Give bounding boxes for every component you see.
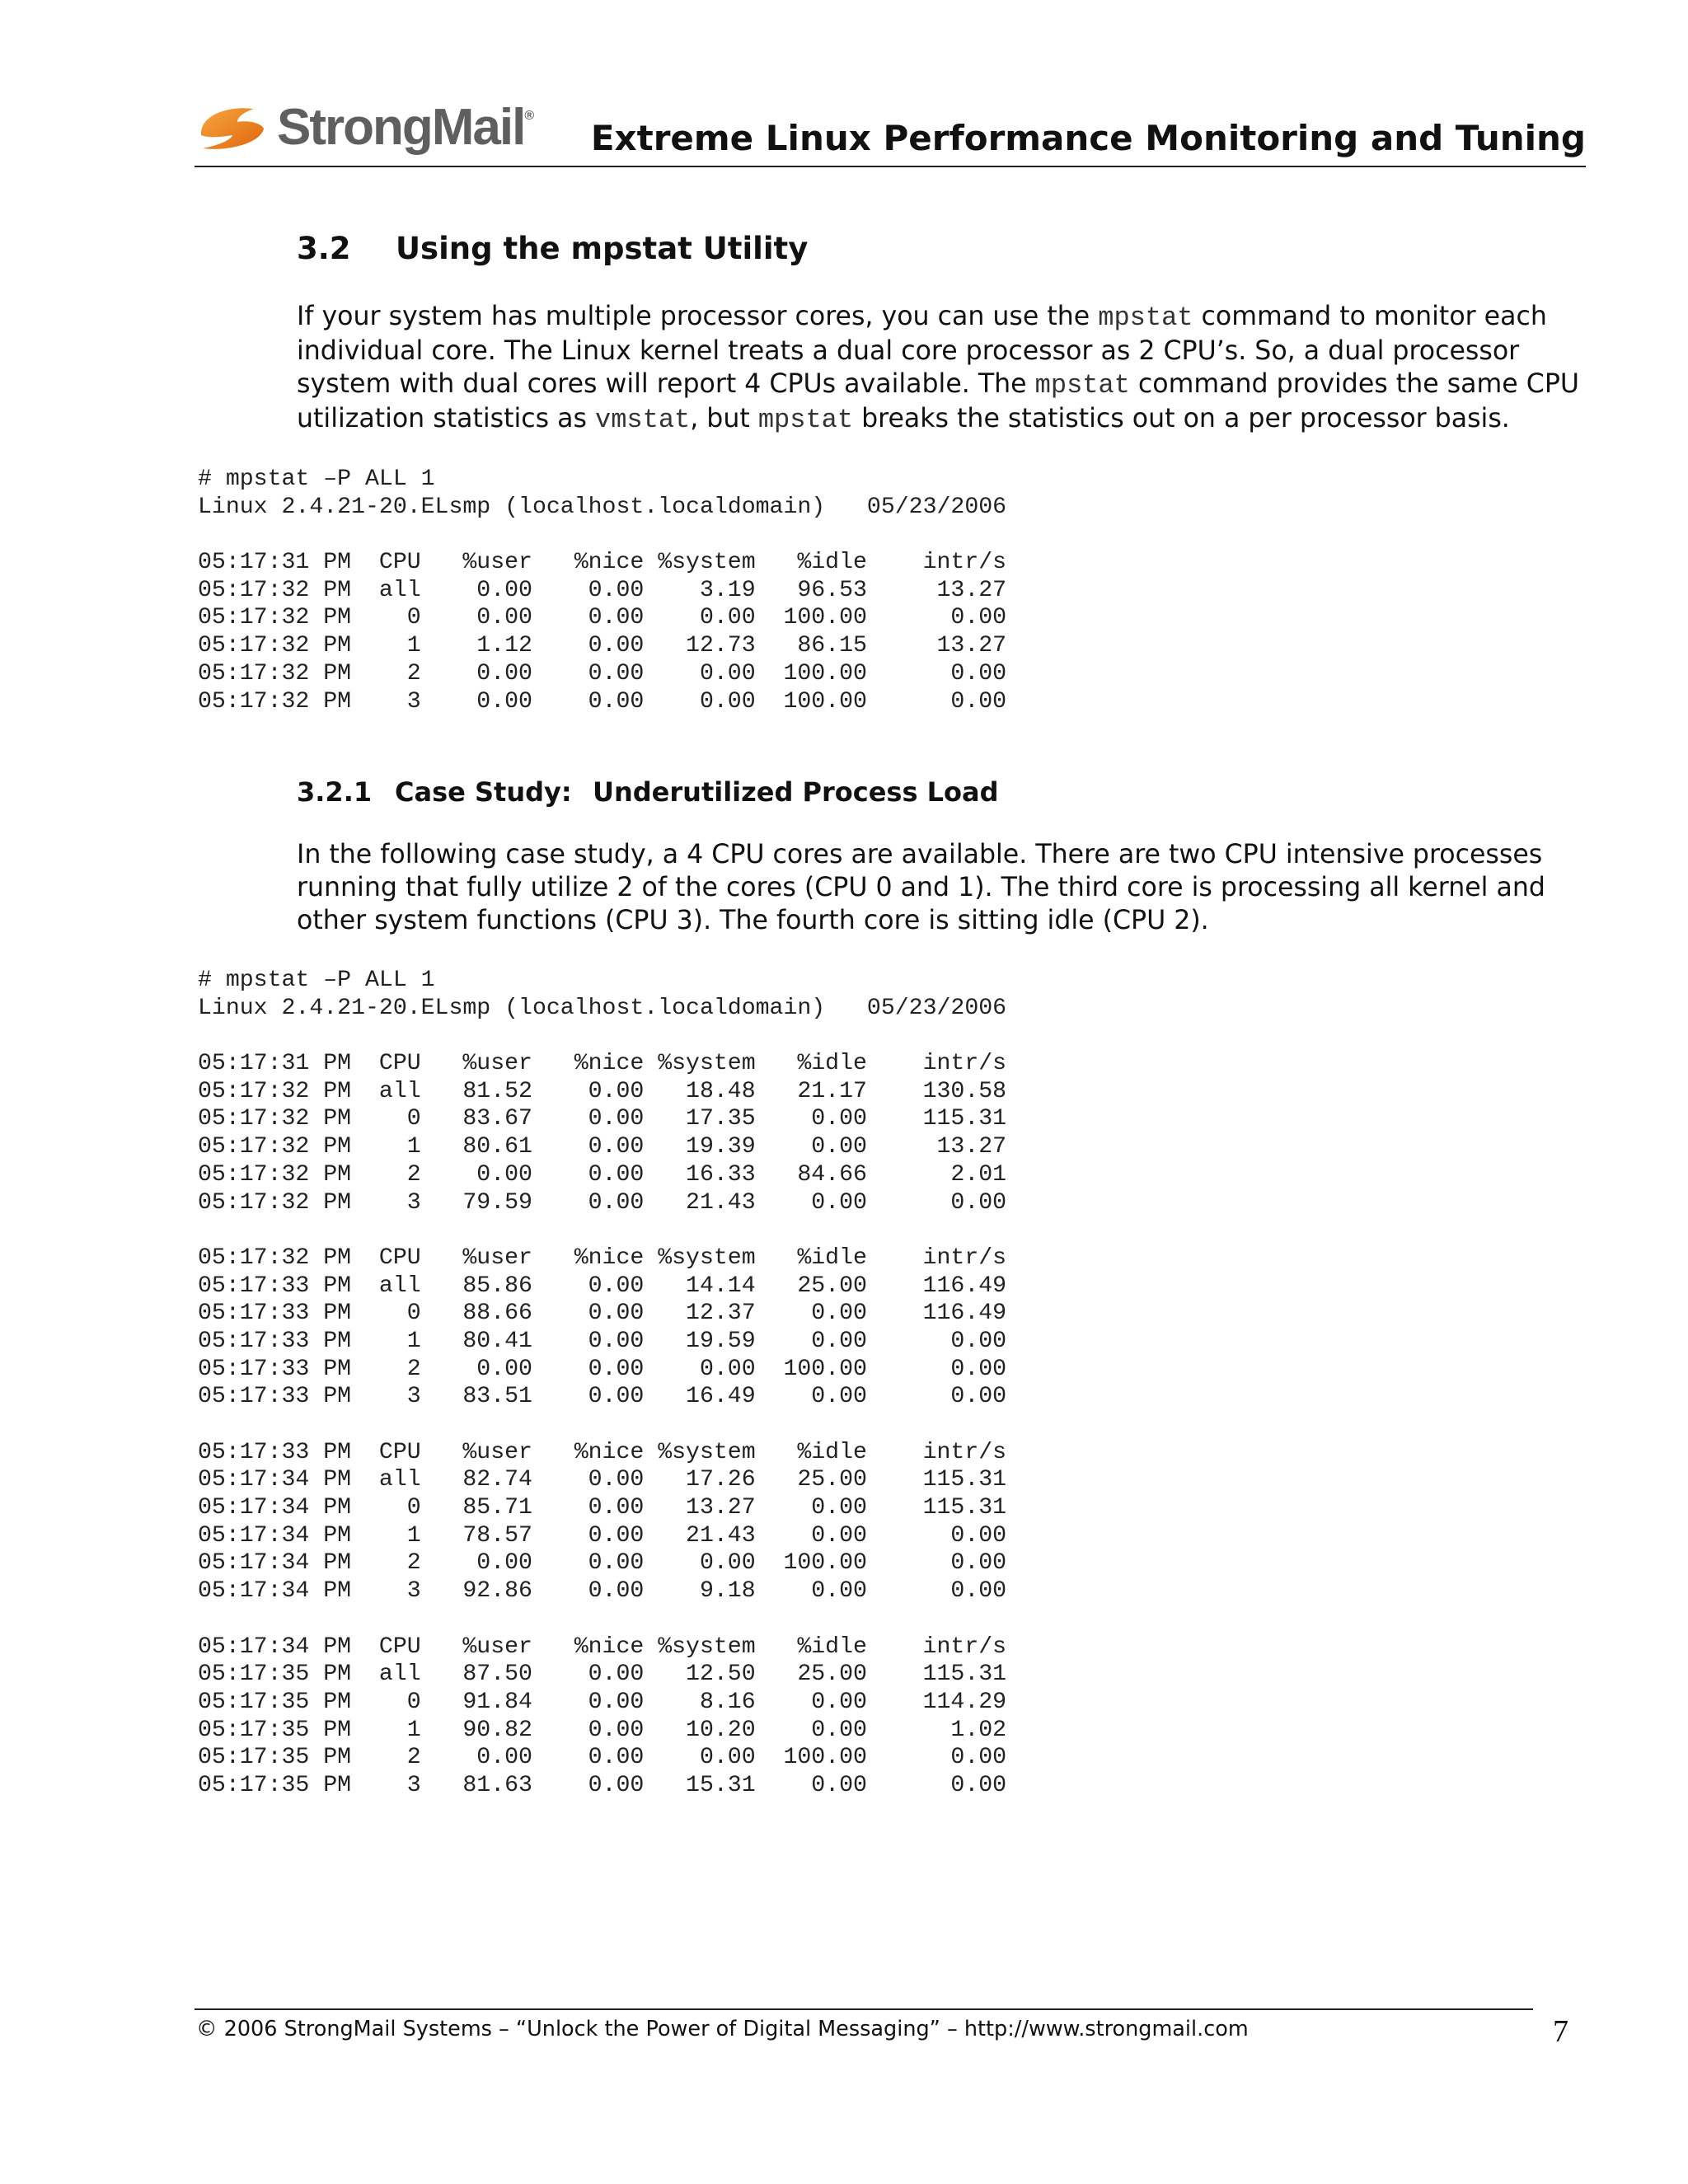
code-line: 05:17:33 PM 3 83.51 0.00 16.49 0.00 0.00 (198, 1384, 1007, 1410)
logo-wordmark: StrongMail® (277, 99, 535, 156)
code-line: 05:17:33 PM 2 0.00 0.00 0.00 100.00 0.00 (198, 1356, 1007, 1382)
code-line: 05:17:33 PM 1 80.41 0.00 19.59 0.00 0.00 (198, 1328, 1007, 1354)
inline-code: mpstat (1098, 302, 1193, 333)
code-line: 05:17:32 PM 1 1.12 0.00 12.73 86.15 13.27 (198, 633, 1007, 659)
code-line: 05:17:32 PM 0 83.67 0.00 17.35 0.00 115.31 (198, 1106, 1007, 1132)
code-block-mpstat-example (198, 466, 1006, 715)
page-header (195, 92, 1586, 168)
strongmail-swoosh-icon (195, 97, 277, 155)
intro-paragraph: If your system has multiple processor cores, you can use the mpstat command to monitor each individual core. The Linux kernel treats a dual core processor as 2 CPU’s. So, a dual processor system with dual cores will report 4 CPUs available. The mpstat command provides the same CPU utilization statistics as vmstat, but mpstat breaks the statistics out on a per processor basis. (297, 302, 1580, 435)
code-line: 05:17:32 PM 2 0.00 0.00 0.00 100.00 0.00 (198, 660, 1007, 687)
code-line: 05:17:34 PM 3 92.86 0.00 9.18 0.00 0.00 (198, 1578, 1007, 1605)
code-line: 05:17:34 PM all 82.74 0.00 17.26 25.00 115.31 (198, 1467, 1007, 1493)
subsection-heading (297, 773, 999, 811)
code-line: # mpstat –P ALL 1 (198, 466, 435, 492)
code-line: 05:17:32 PM CPU %user %nice %system %idle intr/s (198, 1244, 1007, 1271)
inline-code: mpstat (1034, 370, 1130, 401)
code-line: 05:17:34 PM 1 78.57 0.00 21.43 0.00 0.00 (198, 1522, 1007, 1549)
code-line: 05:17:31 PM CPU %user %nice %system %idle intr/s (198, 1051, 1007, 1077)
case-study-paragraph: In the following case study, a 4 CPU cores are available. There are two CPU intensive processes running that fully utilize 2 of the cores (CPU 0 and 1). The third core is processing all kernel and other system functions (CPU 3). The fourth core is sitting idle (CPU 2). (297, 840, 1545, 935)
strongmail-logo (195, 97, 541, 155)
code-block-case-study (198, 967, 1006, 1800)
code-line: 05:17:33 PM 0 88.66 0.00 12.37 0.00 116.49 (198, 1301, 1007, 1327)
inline-code: mpstat (757, 405, 854, 435)
code-line: 05:17:32 PM all 81.52 0.00 18.48 21.17 130.58 (198, 1078, 1007, 1104)
page-number: 7 (1553, 2014, 1568, 2049)
inline-code: vmstat (595, 405, 691, 435)
subsection-number: 3.2.1 (297, 776, 373, 808)
code-line: 05:17:35 PM 3 81.63 0.00 15.31 0.00 0.00 (198, 1772, 1007, 1798)
code-line: 05:17:35 PM 0 91.84 0.00 8.16 0.00 114.29 (198, 1689, 1007, 1715)
code-line: 05:17:32 PM 1 80.61 0.00 19.39 0.00 13.27 (198, 1134, 1007, 1160)
section-number: 3.2 (297, 231, 351, 266)
code-line: 05:17:34 PM CPU %user %nice %system %idle intr/s (198, 1633, 1007, 1660)
section-heading (297, 227, 808, 270)
footer-copyright: © 2006 StrongMail Systems – “Unlock the Power of Digital Messaging” – http://www.strongmail.com (196, 2017, 1249, 2041)
section-title: Using the mpstat Utility (396, 231, 809, 266)
code-line (198, 1605, 1006, 1633)
code-line: 05:17:32 PM 0 0.00 0.00 0.00 100.00 0.00 (198, 605, 1007, 631)
document-title: Extreme Linux Performance Monitoring and Tuning (590, 118, 1586, 158)
code-line: 05:17:35 PM 2 0.00 0.00 0.00 100.00 0.00 (198, 1745, 1007, 1771)
code-line: 05:17:32 PM 3 0.00 0.00 0.00 100.00 0.00 (198, 688, 1007, 715)
code-line: 05:17:34 PM 0 85.71 0.00 13.27 0.00 115.31 (198, 1495, 1007, 1521)
code-line (198, 1216, 1006, 1244)
code-line: 05:17:32 PM all 0.00 0.00 3.19 96.53 13.27 (198, 577, 1007, 603)
code-line (198, 1022, 1006, 1050)
code-line: Linux 2.4.21-20.ELsmp (localhost.localdomain) 05/23/2006 (198, 995, 1007, 1021)
code-line (198, 521, 1006, 549)
code-line: 05:17:31 PM CPU %user %nice %system %idle intr/s (198, 550, 1007, 576)
subsection-label: Case Study: (395, 776, 572, 808)
code-line: 05:17:33 PM all 85.86 0.00 14.14 25.00 116.49 (198, 1272, 1007, 1299)
code-line: 05:17:32 PM 3 79.59 0.00 21.43 0.00 0.00 (198, 1189, 1007, 1216)
code-line: 05:17:35 PM 1 90.82 0.00 10.20 0.00 1.02 (198, 1717, 1007, 1743)
footer-divider (195, 2008, 1533, 2010)
subsection-title: Underutilized Process Load (593, 776, 999, 808)
code-line: # mpstat –P ALL 1 (198, 968, 435, 993)
code-line: 05:17:34 PM 2 0.00 0.00 0.00 100.00 0.00 (198, 1550, 1007, 1577)
header-divider (195, 166, 1586, 167)
code-line: 05:17:32 PM 2 0.00 0.00 16.33 84.66 2.01 (198, 1161, 1007, 1188)
code-line: 05:17:35 PM all 87.50 0.00 12.50 25.00 115.31 (198, 1661, 1007, 1688)
code-line: 05:17:33 PM CPU %user %nice %system %idle intr/s (198, 1439, 1007, 1465)
code-line: Linux 2.4.21-20.ELsmp (localhost.localdomain) 05/23/2006 (198, 494, 1007, 520)
code-line (198, 1411, 1006, 1439)
